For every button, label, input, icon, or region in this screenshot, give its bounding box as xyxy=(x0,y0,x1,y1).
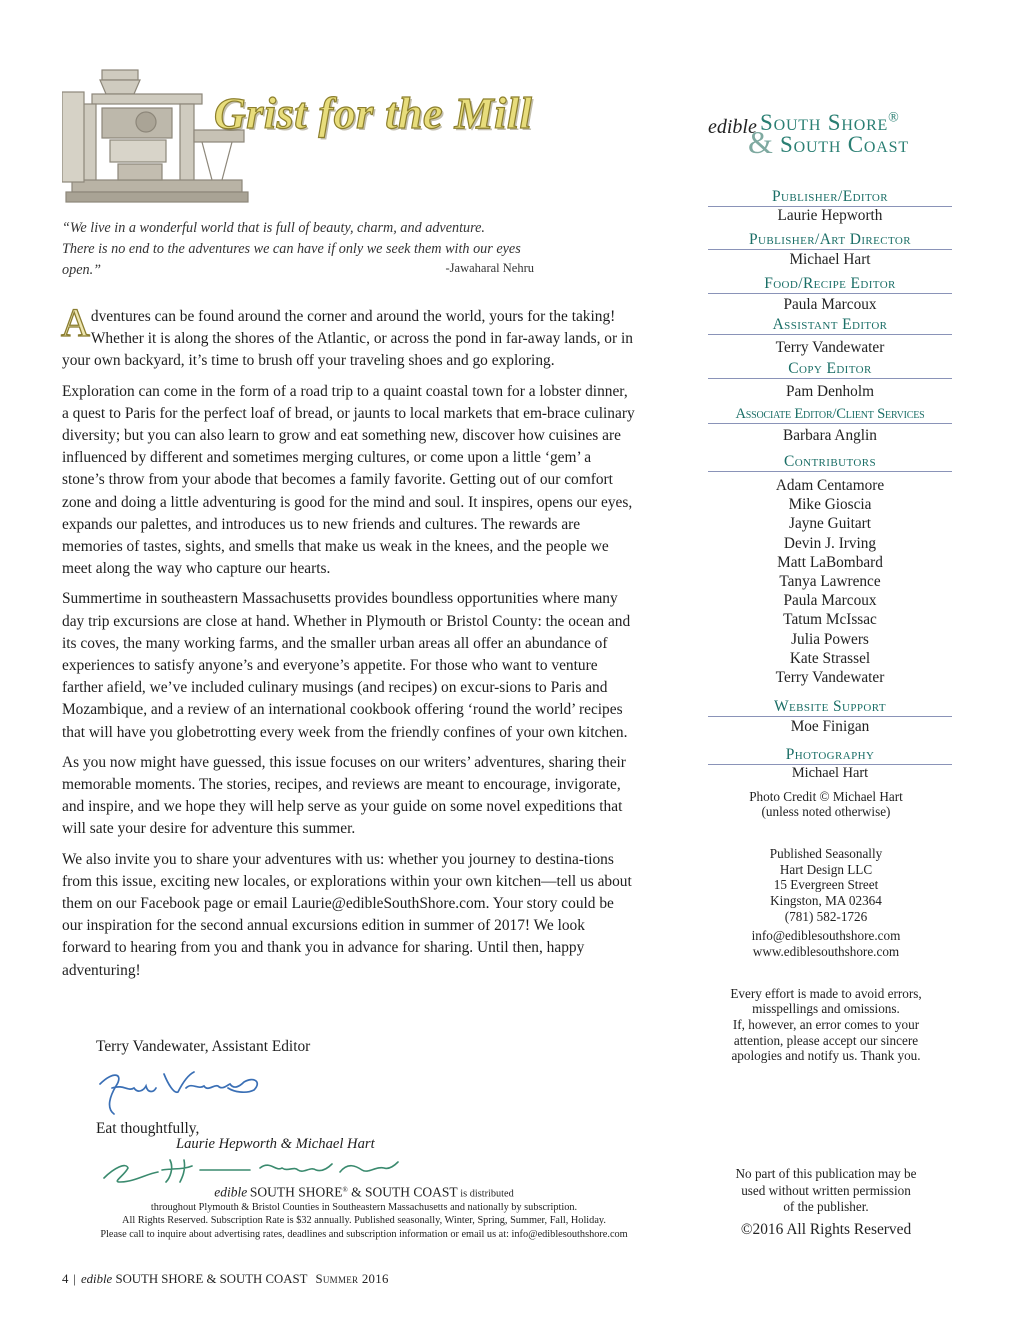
address-line: Kingston, MA 02364 xyxy=(770,893,882,908)
contributor-name: Tanya Lawrence xyxy=(779,573,881,590)
staff-name: Paula Marcoux xyxy=(783,296,877,313)
rights-line: of the publisher. xyxy=(783,1199,869,1214)
brand-name: SOUTH SHORE xyxy=(249,1184,343,1200)
role-title: Photography xyxy=(708,746,952,765)
quote-line: “We live in a wonderful world that is full of beauty, charm, and adventure. xyxy=(62,220,485,236)
footer-issue: Summer 2016 xyxy=(315,1272,389,1286)
photo-credit-line: (unless noted otherwise) xyxy=(761,804,891,819)
rights-line: No part of this publication may be xyxy=(735,1166,917,1181)
letter-paragraph: We also invite you to share your adventures with us: whether you journey to destina-tions from this issue, exciting new locales, or explorations within your own kitchen—tell us about them on our Facebook page or email Laurie@edibleSouthShore.com. Your story could be our inspiration for the second annual excursions edition in summer of 2017! We look forward to hearing from you and thank you in advance for sharing. Until then, happy adventuring! xyxy=(62,850,632,979)
quote-attribution: -Jawaharal Nehru xyxy=(445,261,534,275)
address-line: Hart Design LLC xyxy=(779,862,873,877)
contributor-name: Adam Centamore xyxy=(775,477,885,494)
role-title: Food/Recipe Editor xyxy=(708,275,952,294)
signature-terry-vandewater xyxy=(94,1064,270,1118)
logo-ampersand: & xyxy=(748,124,773,160)
brand-rest: & SOUTH COAST xyxy=(347,1184,458,1200)
staff-name: Michael Hart xyxy=(791,765,869,781)
contributor-name: Tatum McIssac xyxy=(783,611,877,628)
staff-name: Pam Denholm xyxy=(786,383,874,400)
logo-edible: edible xyxy=(708,116,757,138)
paragraph-text: dventures can be found around the corner and around the world, yours for the taking! Whether it is along the shores of the Atlantic, or across the pond in far-away lands, or in your own backyard, it’s time to brush off your traveling shoes and go exploring. xyxy=(62,308,633,370)
staff-name: Moe Finigan xyxy=(790,718,870,735)
staff-name: Laurie Hepworth xyxy=(777,207,883,224)
signer-line: Terry Vandewater, Assistant Editor xyxy=(96,1038,311,1055)
publishers-names: Laurie Hepworth & Michael Hart xyxy=(176,1136,375,1152)
role-title: Contributors xyxy=(708,453,952,472)
photo-credit-line: Photo Credit © Michael Hart xyxy=(749,789,903,804)
errata-line: apologies and notify us. Thank you. xyxy=(731,1048,921,1063)
role-title: Assistant Editor xyxy=(708,316,952,335)
page-title: Grist for the Mill xyxy=(214,89,533,138)
footer-edible: edible xyxy=(80,1272,113,1286)
contact-email: info@ediblesouthshore.com xyxy=(751,928,901,943)
signature-publishers xyxy=(100,1152,400,1186)
errata-line: misspellings and omissions. xyxy=(752,1001,900,1016)
contributor-name: Jayne Guitart xyxy=(789,515,871,532)
role-title: Publisher/Art Director xyxy=(708,231,952,250)
errata-line: Every effort is made to avoid errors, xyxy=(730,986,922,1001)
page-footer xyxy=(62,1272,389,1287)
address-line: Published Seasonally xyxy=(769,846,883,861)
letter-paragraph: As you now might have guessed, this issue focuses on our writers’ adventures, sharing their memorable moments. The stories, recipes, and reviews are meant to encourage, invigorate, and inspire, and we hope they will help serve as your guide on some novel expeditions that will sate your desire for adventure this summer. xyxy=(62,753,626,838)
contributor-name: Paula Marcoux xyxy=(783,592,877,609)
contributor-name: Matt LaBombard xyxy=(777,554,883,571)
letter-paragraph: Summertime in southeastern Massachusetts provides boundless opportunities where many day trip excursions are close at hand. Whether in Plymouth or Bristol County: the ocean and its coves, the many working farms, and the smaller urban areas all offer an abundance of experiences to satisfy anyone’s and everyone’s appetite. For those who want to venture farther afield, we’ve included culinary musings (and recipes) on excur-sions to Paris and Mozambique, and a review of an international cookbook offering ‘round the world’ recipes that will have you globetrotting every week from the friendly confines of your own kitchen. xyxy=(62,590,631,741)
rights-line: used without written permission xyxy=(741,1183,911,1198)
contributor-name: Julia Powers xyxy=(791,631,869,648)
registered-mark: ® xyxy=(342,1186,348,1194)
role-title: Copy Editor xyxy=(708,360,952,379)
logo-line2: South Coast xyxy=(780,132,909,157)
staff-name: Terry Vandewater xyxy=(775,339,885,356)
staff-name: Michael Hart xyxy=(789,251,871,268)
notice-text: is distributed xyxy=(457,1188,514,1200)
contributor-name: Mike Gioscia xyxy=(788,496,872,513)
contributor-name: Kate Strassel xyxy=(789,650,871,667)
staff-name: Barbara Anglin xyxy=(783,427,877,444)
notice-line xyxy=(64,1184,664,1201)
role-title: Associate Editor/Client Services xyxy=(708,405,952,424)
footer-separator: | xyxy=(73,1272,76,1286)
copyright-line: ©2016 All Rights Reserved xyxy=(740,1221,912,1238)
website-url: www.ediblesouthshore.com xyxy=(752,944,900,959)
notice-line: throughout Plymouth & Bristol Counties in Southeastern Massachusetts and nationally by subscription. xyxy=(150,1201,578,1213)
distribution-notice xyxy=(64,1184,664,1241)
errata-line: attention, please accept our sincere xyxy=(733,1033,919,1048)
drop-cap: A xyxy=(61,300,90,345)
role-title: Website Support xyxy=(708,698,952,717)
phone-number: (781) 582-1726 xyxy=(784,909,868,924)
logo-registered-mark: ® xyxy=(888,110,900,126)
letter-paragraph xyxy=(61,300,636,373)
page-number: 4 xyxy=(62,1272,69,1286)
logo-line1-text: South Shore xyxy=(760,110,889,135)
masthead-logo xyxy=(700,110,960,160)
notice-line: Please call to inquire about advertising rates, deadlines and subscription information or email us at: info@ediblesouthshore.com xyxy=(100,1228,628,1240)
address-line: 15 Evergreen Street xyxy=(773,877,879,892)
letter-paragraph: Exploration can come in the form of a road trip to a quaint coastal town for a lobster dinner, a quest to Paris for the perfect loaf of bread, or jaunts to local markets that em-brace culinary diversity; but you can also learn to grow and eat something new, discover how cuisines are influenced by different and sometimes merging cultures, or come upon a little ‘gem’ a stone’s throw from your abode that becomes a family favorite. Getting out of our comfort zone and doing a little adventuring is good for the mind and soul. It inspires, opens our eyes, expands our palettes, and introduces us to new friends and cultures. The rewards are memories of tastes, sights, and smells that make us weak in the knees, and the people we meet along the way who capture our hearts. xyxy=(62,382,635,578)
closing-line: Eat thoughtfully, xyxy=(96,1120,200,1137)
errata-line: If, however, an error comes to your xyxy=(732,1017,920,1032)
contributor-name: Terry Vandewater xyxy=(775,669,885,686)
quote-line: There is no end to the adventures we can have if only we seek them with our eyes open.” xyxy=(62,241,521,278)
footer-publication: SOUTH SHORE & SOUTH COAST xyxy=(115,1272,308,1286)
contributor-name: Devin J. Irving xyxy=(783,535,877,552)
brand-edible: edible xyxy=(214,1184,248,1200)
notice-line: All Rights Reserved. Subscription Rate is $32 annually. Published seasonally, Winter, Spring, Summer, Fall, Holiday. xyxy=(122,1215,606,1227)
editor-letter xyxy=(61,300,636,990)
role-title: Publisher/Editor xyxy=(708,188,952,207)
